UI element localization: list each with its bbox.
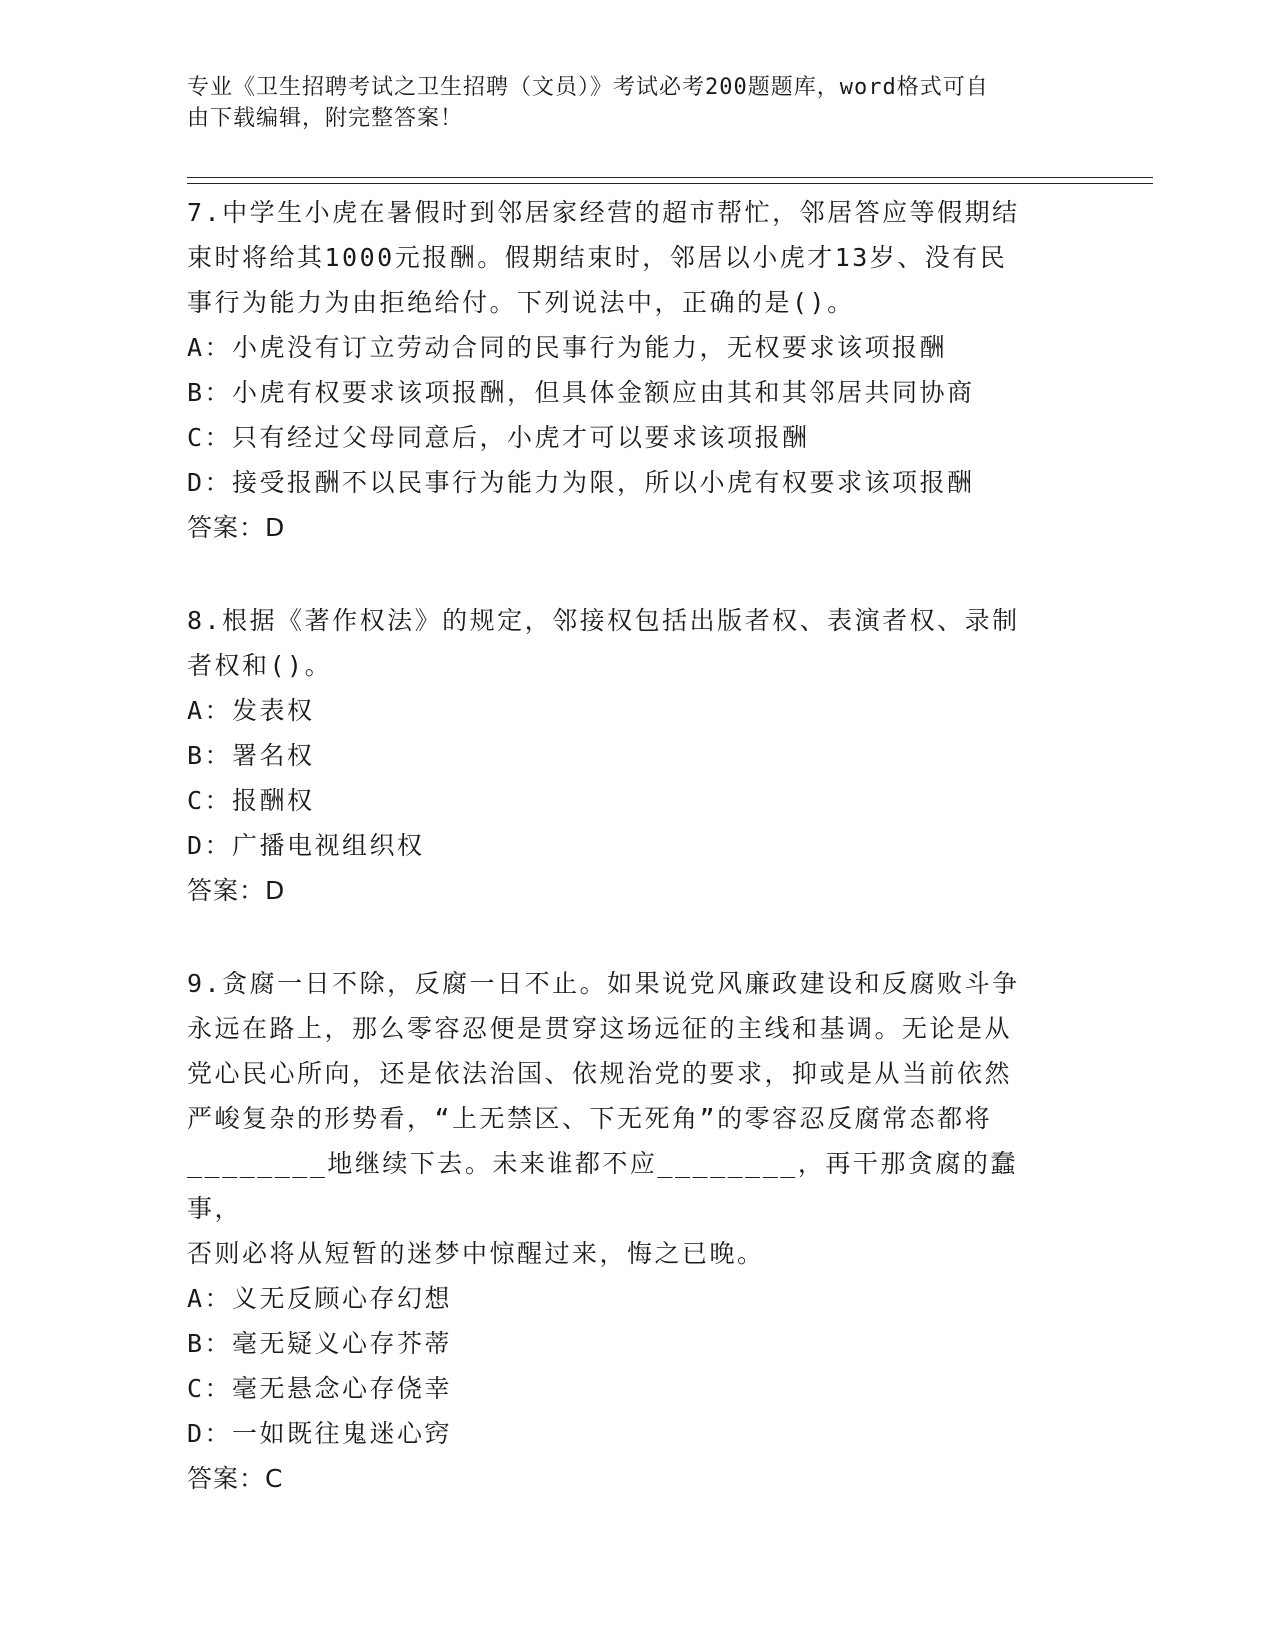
- question-stem-line: 8.根据《著作权法》的规定，邻接权包括出版者权、表演者权、录制: [187, 606, 1020, 635]
- option-b: B：毫无疑义心存芥蒂: [187, 1329, 453, 1358]
- option-c: C：只有经过父母同意后，小虎才可以要求该项报酬: [187, 423, 810, 452]
- question-stem-line: 永远在路上，那么零容忍便是贯穿这场远征的主线和基调。无论是从: [187, 1014, 1013, 1043]
- option-b: B：署名权: [187, 741, 315, 770]
- option-d: D：广播电视组织权: [187, 831, 425, 860]
- question-stem-line: 否则必将从短暂的迷梦中惊醒过来，悔之已晚。: [187, 1239, 765, 1268]
- header-line-2: 由下载编辑，附完整答案！: [187, 106, 464, 131]
- header-line-1: 专业《卫生招聘考试之卫生招聘（文员）》考试必考200题题库，word格式可自: [187, 75, 989, 100]
- option-a: A：义无反顾心存幻想: [187, 1284, 453, 1313]
- option-d: D：一如既往鬼迷心窍: [187, 1419, 453, 1448]
- question-stem-line: 9.贪腐一日不除，反腐一日不止。如果说党风廉政建设和反腐败斗争: [187, 969, 1020, 998]
- header-divider-bottom: [187, 183, 1153, 184]
- question-stem-line: 7.中学生小虎在暑假时到邻居家经营的超市帮忙，邻居答应等假期结: [187, 198, 1020, 227]
- question-stem-line: 者权和()。: [187, 651, 333, 680]
- question-8: [187, 598, 1067, 913]
- document-header: [187, 72, 1067, 134]
- question-stem-line: 党心民心所向，还是依法治国、依规治党的要求，抑或是从当前依然: [187, 1059, 1013, 1088]
- option-c: C：报酬权: [187, 786, 315, 815]
- option-c: C：毫无悬念心存侥幸: [187, 1374, 453, 1403]
- question-stem-line: 事行为能力为由拒绝给付。下列说法中，正确的是()。: [187, 288, 855, 317]
- option-a: A：小虎没有订立劳动合同的民事行为能力，无权要求该项报酬: [187, 333, 948, 362]
- answer: 答案：D: [187, 876, 286, 905]
- header-divider-top: [187, 177, 1153, 178]
- question-9: [187, 961, 1067, 1501]
- option-a: A：发表权: [187, 696, 315, 725]
- question-stem-line: 束时将给其1000元报酬。假期结束时，邻居以小虎才13岁、没有民: [187, 243, 1008, 272]
- answer: 答案：C: [187, 1464, 284, 1493]
- option-b: B：小虎有权要求该项报酬，但具体金额应由其和其邻居共同协商: [187, 378, 975, 407]
- question-stem-line: 严峻复杂的形势看，“上无禁区、下无死角”的零容忍反腐常态都将: [187, 1104, 993, 1133]
- question-7: [187, 190, 1067, 550]
- question-stem-line: ________地继续下去。未来谁都不应________，再干那贪腐的蠢事，: [187, 1149, 1018, 1223]
- option-d: D：接受报酬不以民事行为能力为限，所以小虎有权要求该项报酬: [187, 468, 975, 497]
- answer: 答案：D: [187, 513, 286, 542]
